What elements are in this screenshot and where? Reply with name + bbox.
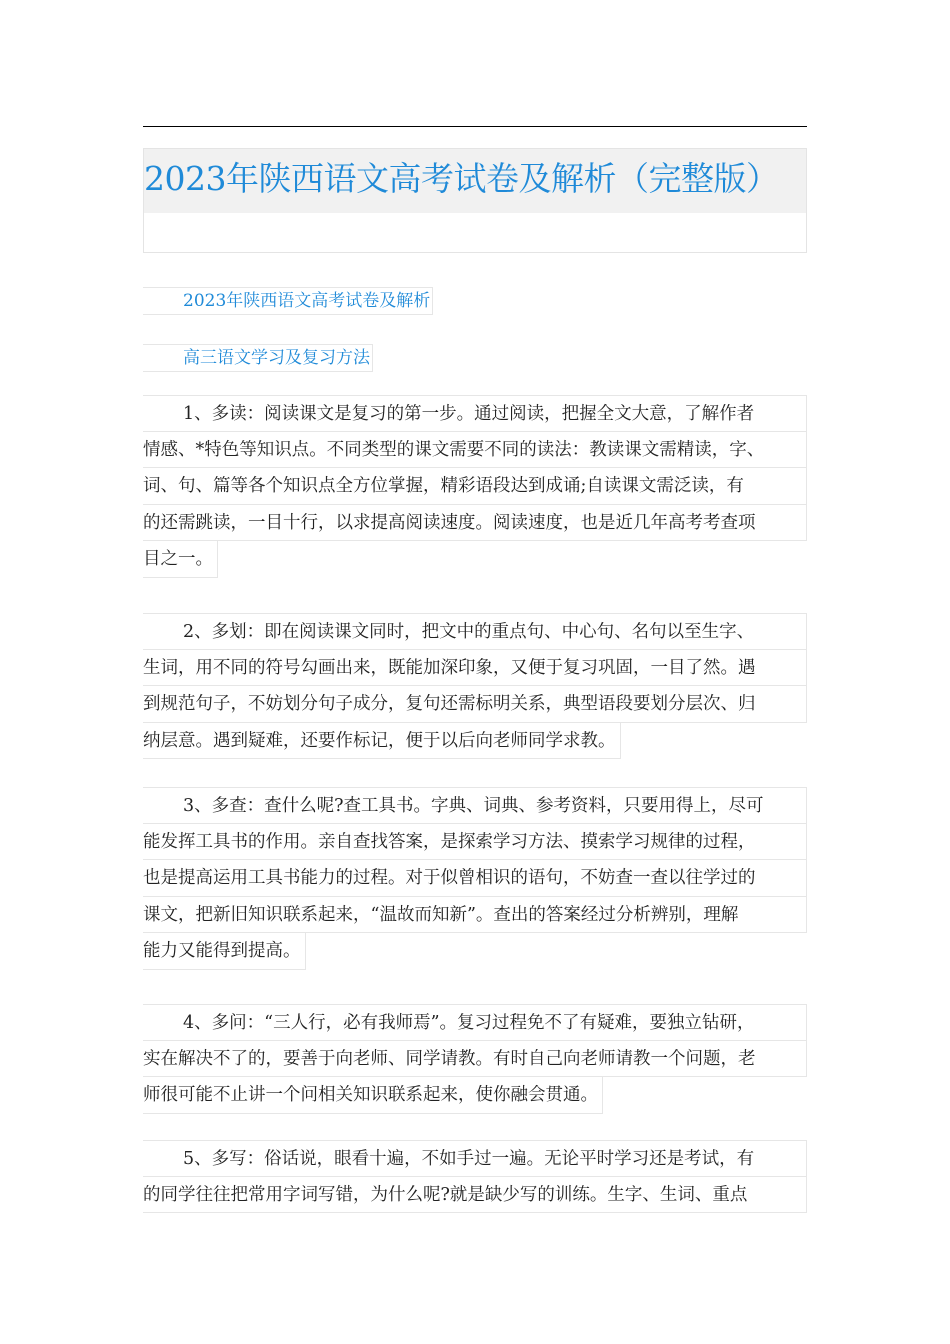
paragraph-line: 也是提高运用工具书能力的过程。对于似曾相识的语句，不妨查一查以往学过的 (143, 860, 807, 897)
paragraph-line: 1、多读：阅读课文是复习的第一步。通过阅读，把握全文大意，了解作者 (143, 395, 807, 432)
paragraph-line: 生词，用不同的符号勾画出来，既能加深印象，又便于复习巩固，一目了然。遇 (143, 650, 807, 687)
paragraph-line: 4、多问：“三人行，必有我师焉”。复习过程免不了有疑难，要独立钻研， (143, 1004, 807, 1041)
paragraph-line: 实在解决不了的，要善于向老师、同学请教。有时自己向老师请教一个问题，老 (143, 1041, 807, 1078)
paragraph-5 (143, 1140, 807, 1213)
paragraph-line: 情感、*特色等知识点。不同类型的课文需要不同的读法：教读课文需精读，字、 (143, 432, 807, 469)
title-box (143, 148, 807, 253)
paragraph-line: 的同学往往把常用字词写错，为什么呢?就是缺少写的训练。生字、生词、重点 (143, 1177, 807, 1214)
paragraph-1 (143, 395, 807, 582)
paragraph-3 (143, 787, 807, 974)
section-heading-exam: 2023年陕西语文高考试卷及解析 (143, 287, 433, 315)
paragraph-line: 能力又能得到提高。 (143, 933, 306, 970)
paragraph-line: 到规范句子，不妨划分句子成分，复句还需标明关系，典型语段要划分层次、归 (143, 686, 807, 723)
paragraph-line: 纳层意。遇到疑难，还要作标记，便于以后向老师同学求教。 (143, 723, 621, 760)
paragraph-line: 能发挥工具书的作用。亲自查找答案，是探索学习方法、摸索学习规律的过程， (143, 824, 807, 861)
paragraph-line: 2、多划：即在阅读课文同时，把文中的重点句、中心句、名句以至生字、 (143, 613, 807, 650)
paragraph-line: 课文，把新旧知识联系起来，“温故而知新”。查出的答案经过分析辨别，理解 (143, 897, 807, 934)
paragraph-line: 的还需跳读，一目十行，以求提高阅读速度。阅读速度，也是近几年高考考查项 (143, 505, 807, 542)
paragraph-4 (143, 1004, 807, 1118)
paragraph-line: 3、多查：查什么呢?查工具书。字典、词典、参考资料，只要用得上，尽可 (143, 787, 807, 824)
paragraph-2 (143, 613, 807, 763)
section-heading-methods: 高三语文学习及复习方法 (143, 344, 373, 372)
document-title: 2023年陕西语文高考试卷及解析（完整版） (144, 159, 779, 198)
paragraph-line: 5、多写：俗话说，眼看十遍，不如手过一遍。无论平时学习还是考试，有 (143, 1140, 807, 1177)
paragraph-line: 目之一。 (143, 541, 218, 578)
paragraph-line: 词、句、篇等各个知识点全方位掌握，精彩语段达到成诵;自读课文需泛读，有 (143, 468, 807, 505)
top-rule (143, 126, 807, 127)
paragraph-line: 师很可能不止讲一个问相关知识联系起来，使你融会贯通。 (143, 1077, 603, 1114)
